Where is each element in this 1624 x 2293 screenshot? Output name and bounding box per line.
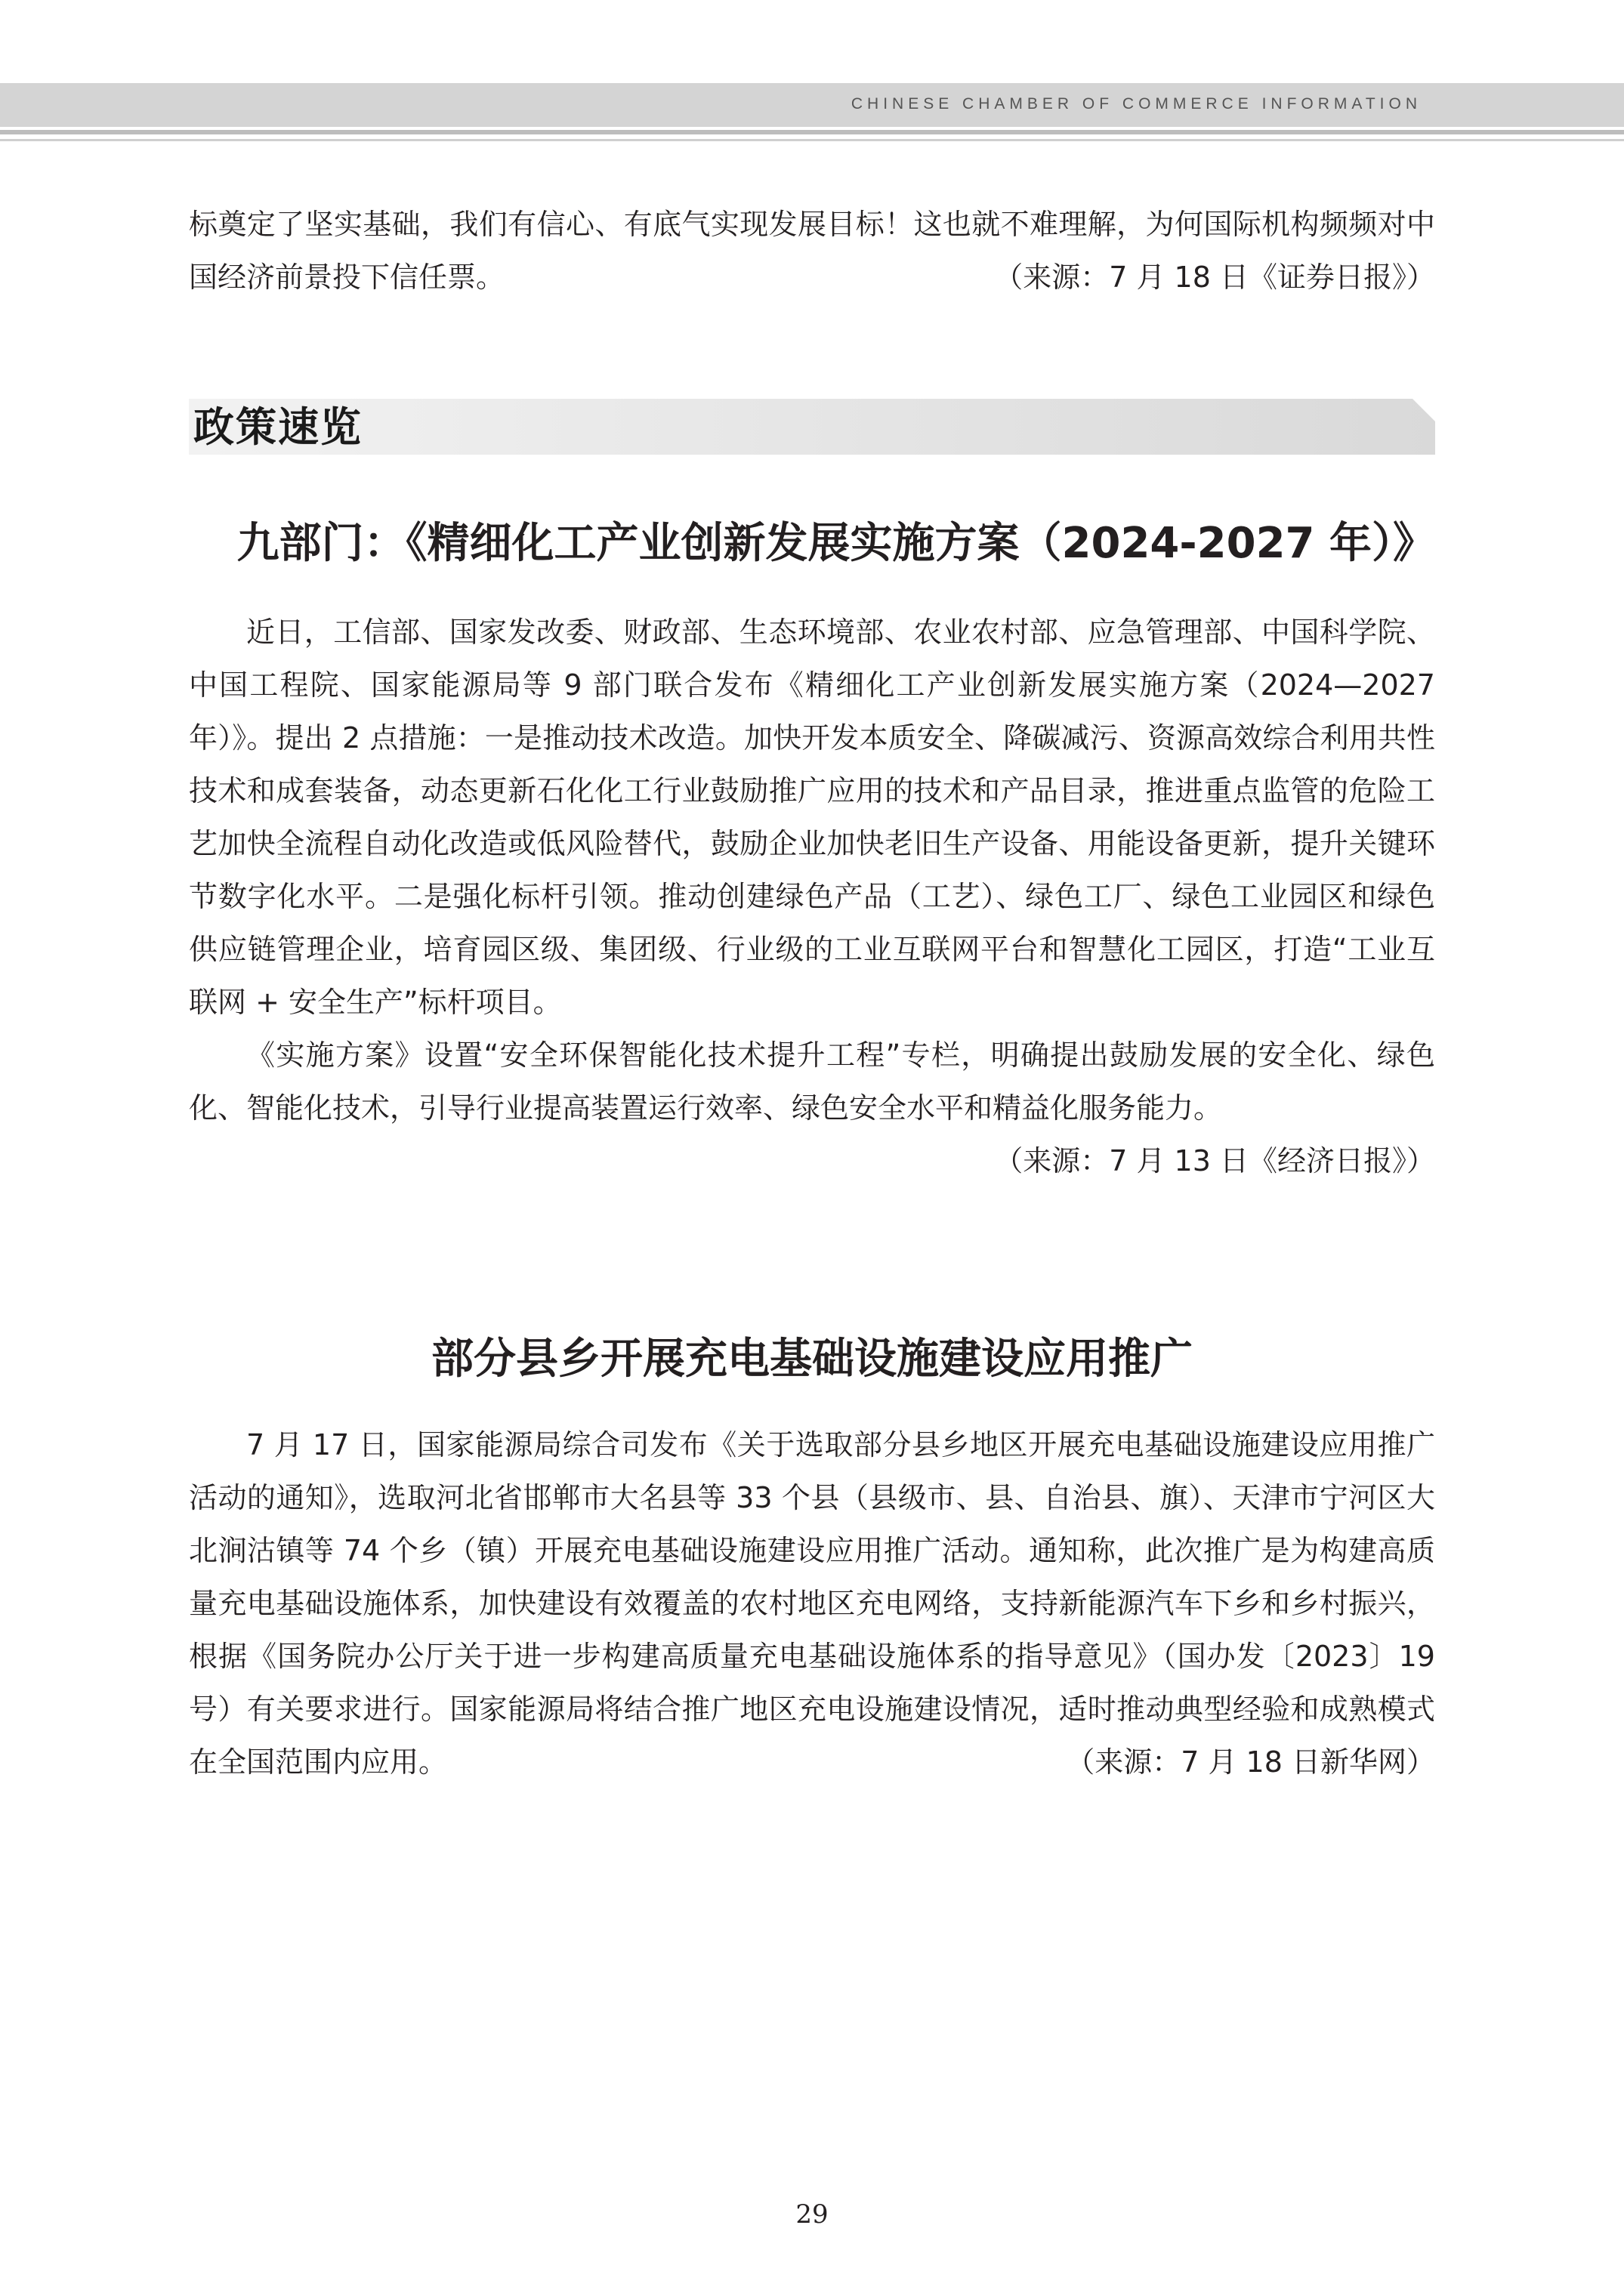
section-heading [189,399,1435,455]
intro-block [189,198,1435,304]
intro-source: （来源：7 月 18 日《证券日报》） [994,261,1435,294]
section-heading-background [189,399,1435,455]
article-2-body [189,1418,1435,1788]
header-rule-thin [0,139,1624,141]
article-paragraph: 《实施方案》设置“安全环保智能化技术提升工程”专栏，明确提出鼓励发展的安全化、绿色化、智能化技术，引导行业提高装置运行效率、绿色安全水平和精益化服务能力。 [189,1038,1435,1125]
publication-name: CHINESE CHAMBER OF COMMERCE INFORMATION [851,95,1422,113]
intro-paragraph: 标奠定了坚实基础，我们有信心、有底气实现发展目标！这也就不难理解，为何国际机构频频对中国经济前景投下信任票。 [189,208,1435,294]
article-1-title-block [189,514,1435,574]
article-paragraph [189,1418,1435,1788]
article-paragraph: 近日，工信部、国家发改委、财政部、生态环境部、农业农村部、应急管理部、中国科学院、中国工程院、国家能源局等 9 部门联合发布《精细化工产业创新发展实施方案（2024—2027 年）》。提出 2 点措施：一是推动技术改造。加快开发本质安全、降碳减污、资源高效综合利用共性技术和成套装备，动态更新石化化工行业鼓励推广应用的技术和产品目录，推进重点监管的危险工艺加快全流程自动化改造或低风险替代，鼓励企业加快老旧生产设备、用能设备更新，提升关键环节数字化水平。二是强化标杆引领。推动创建绿色产品（工艺）、绿色工厂、绿色工业园区和绿色供应链管理企业，培育园区级、集团级、行业级的工业互联网平台和智慧化工园区，打造“工业互联网 + 安全生产”标杆项目。 [189,616,1435,1019]
article-source: （来源：7 月 18 日新华网） [1066,1745,1435,1779]
article-paragraph-text: 7 月 17 日，国家能源局综合司发布《关于选取部分县乡地区开展充电基础设施建设应用推广活动的通知》，选取河北省邯郸市大名县等 33 个县（县级市、县、自治县、旗）、天津市宁河区大北涧沽镇等 74 个乡（镇）开展充电基础设施建设应用推广活动。通知称，此次推广是为构建高质量充电基础设施体系，加快建设有效覆盖的农村地区充电网络，支持新能源汽车下乡和乡村振兴，根据《国务院办公厅关于进一步构建高质量充电基础设施体系的指导意见》（国办发〔2023〕19 号）有关要求进行。国家能源局将结合推广地区充电设施建设情况，适时推动典型经验和成熟模式在全国范围内应用。 [189,1428,1435,1779]
section-title: 政策速览 [193,403,363,451]
article-source: （来源：7 月 13 日《经济日报》） [994,1144,1435,1177]
article-title: 部分县乡开展充电基础设施建设应用推广 [431,1335,1193,1384]
article-2-title-block [189,1329,1435,1390]
article-1-body [189,606,1435,1187]
article-title: 九部门：《精细化工产业创新发展实施方案（2024-2027 年）》 [236,519,1435,568]
header-rule [0,130,1624,134]
page-number: 29 [795,2199,829,2230]
